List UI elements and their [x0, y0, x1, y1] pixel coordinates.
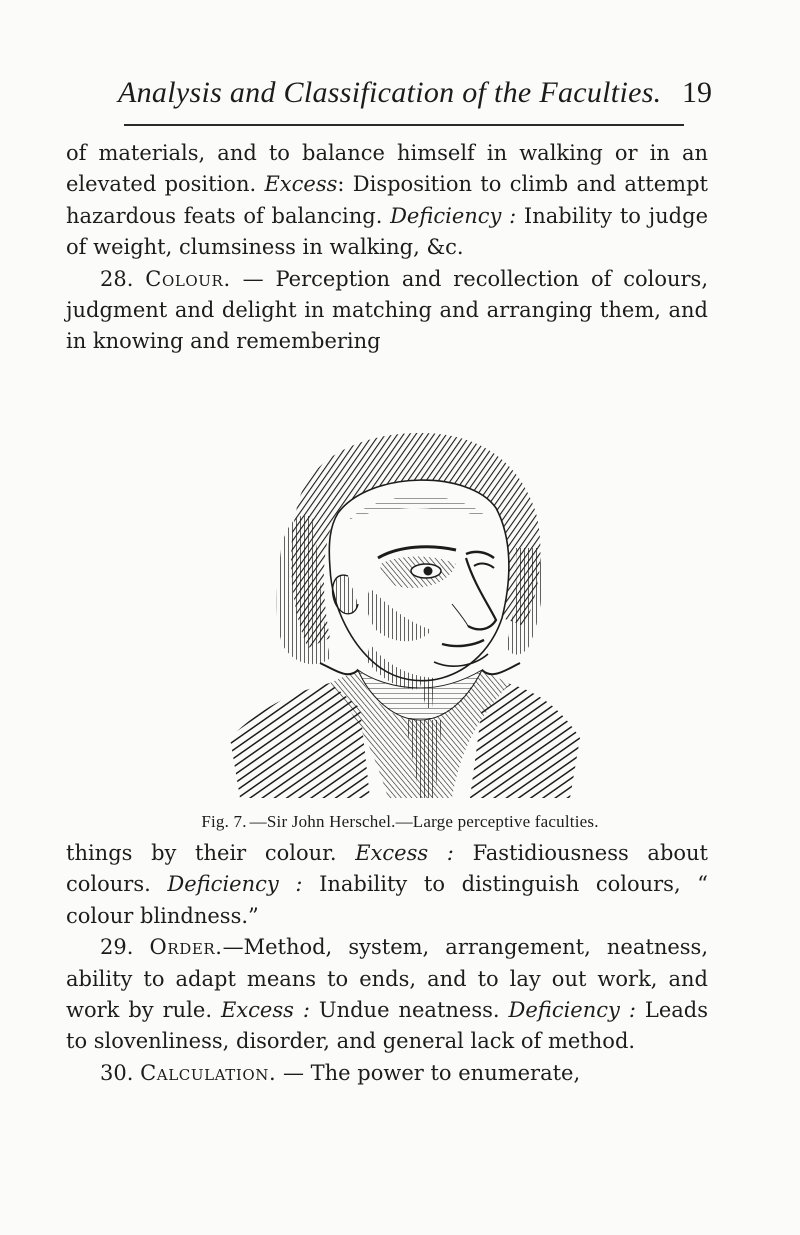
excess-label: Excess	[264, 172, 338, 197]
deficiency-text: Inability to judge of weight, clumsiness in walking, &c.	[66, 203, 708, 260]
deficiency-text: Leads to slovenliness, disorder, and general lack of method.	[66, 998, 709, 1054]
bottom-text-block	[66, 838, 708, 1089]
figure-label: Fig. 7.	[201, 812, 247, 831]
excess-text: : Disposition to climb and attempt hazardous feats of balancing.	[66, 172, 708, 228]
top-text-block	[66, 138, 708, 358]
figure-caption-text: —Sir John Herschel.—Large perceptive faculties.	[249, 812, 599, 831]
section-text: — Perception and recollection of colours, judgment and delight in matching and arranging them, and in knowing and remembering	[66, 266, 709, 354]
section-heading-colour: Colour.	[145, 266, 231, 291]
section-text: — The power to enumerate,	[282, 1060, 581, 1085]
deficiency-label: Deficiency :	[390, 203, 517, 228]
deficiency-text: Inability to distinguish colours, “ colour blindness.”	[66, 872, 708, 928]
section-text: —Method, system, arrangement, neatness, ability to adapt means to ends, and to lay out work, and work by rule.	[66, 935, 708, 1023]
deficiency-label: Deficiency :	[167, 872, 303, 897]
paragraph-balance	[66, 138, 708, 264]
excess-text: Undue neatness.	[318, 998, 500, 1023]
section-number: 30.	[100, 1060, 134, 1085]
paragraph-calculation	[66, 1058, 708, 1089]
running-title: Analysis and Classification of the Faculties.	[118, 76, 662, 109]
excess-label: Excess :	[220, 998, 310, 1023]
page-number: 19	[682, 76, 712, 109]
paragraph-order	[66, 932, 708, 1058]
header-rule	[124, 124, 684, 126]
paragraph-lead: of materials, and to balance himself in walking or in an elevated position.	[66, 141, 708, 197]
excess-label: Excess :	[355, 841, 454, 865]
figure-caption	[0, 812, 800, 832]
paragraph-lead: things by their colour.	[66, 841, 337, 865]
section-number: 29.	[100, 935, 134, 960]
paragraph-colour-continued	[66, 838, 708, 932]
paragraph-colour	[66, 264, 708, 358]
page-header	[110, 72, 710, 116]
section-heading-calculation: Calculation.	[140, 1060, 277, 1085]
excess-text: Fastidiousness about colours.	[66, 841, 708, 897]
deficiency-label: Deficiency :	[508, 998, 636, 1023]
engraved-portrait-icon	[220, 408, 590, 804]
section-number: 28.	[100, 266, 134, 291]
section-heading-order: Order.	[149, 935, 223, 960]
